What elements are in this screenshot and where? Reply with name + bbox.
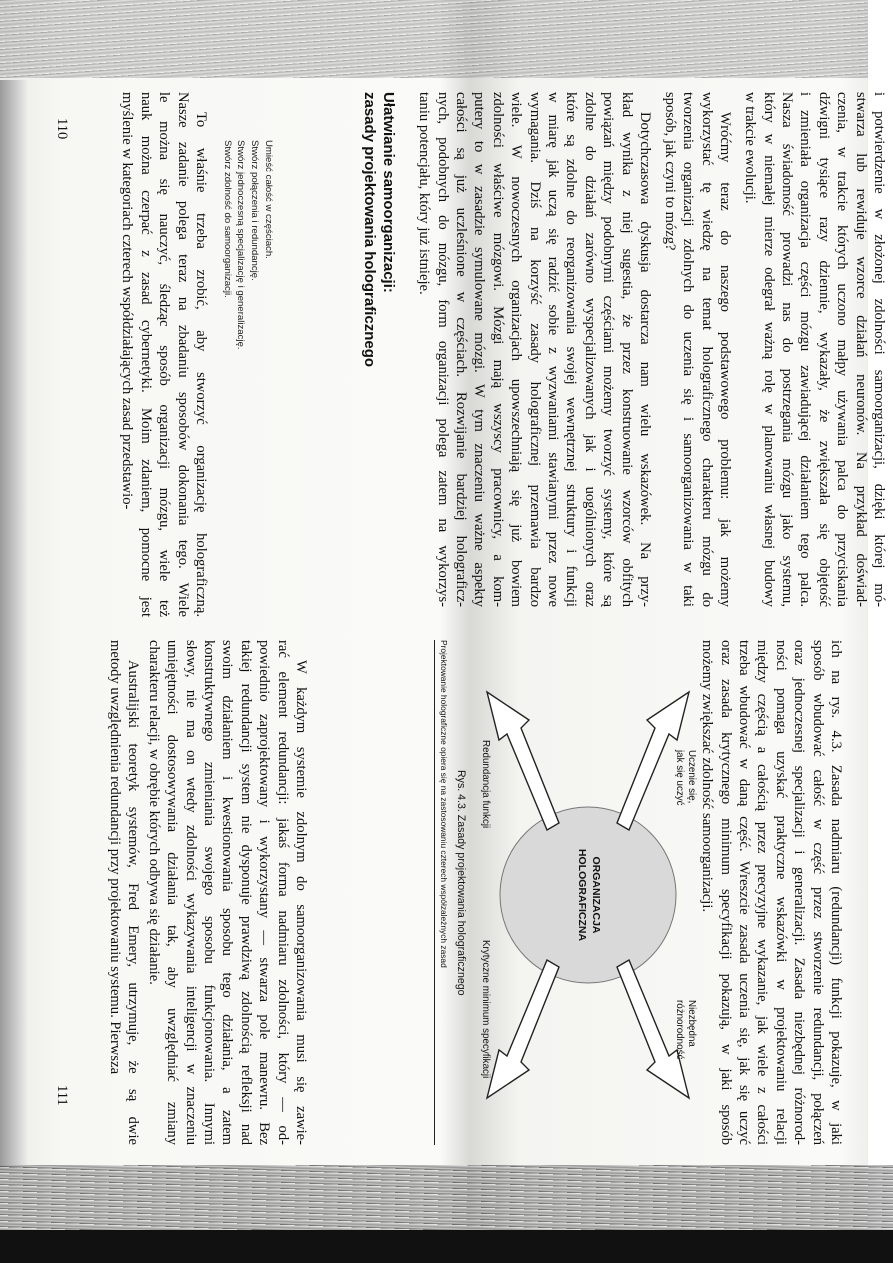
text-line: charakteru relacji, w obrębie których odbywa się działanie.	[145, 640, 162, 985]
text-line: dźwigni tysiące razy dziennie, wykazały, że zwiększała się objętość	[815, 92, 832, 607]
center-circle	[500, 807, 676, 983]
text-line: w miarę jak uczą się radzić sobie z wyzwaniami stawianymi przez nowe	[544, 92, 561, 607]
text-line: To właśnie trzeba zrobić, aby stworzyć organizację holograficzną.	[193, 112, 209, 617]
text-line: wiele. W nowoczesnych organizacjach upowszechniają się już bowiem	[508, 92, 525, 607]
text-line: tworzenia organizacji zdolnych do uczenia się i samoorganizowania w taki	[680, 92, 697, 607]
paragraph-holographic-organization	[118, 92, 210, 617]
label-requisite-variety-2: różnorodność	[674, 1000, 685, 1060]
principle-item: Stwórz jednoczesną specjalizację i generalizację.	[235, 140, 247, 350]
text-line: le można się nauczyć, śledząc sposób organizacji mózgu, wiele też	[156, 92, 173, 617]
figure-rule	[434, 640, 435, 1145]
label-learning-to-learn-1: Uczenie się,	[686, 750, 697, 804]
paragraph-basic-problem	[660, 92, 734, 607]
text-line: putery to w zasadzie symulowane mózgi. W tym znaczeniu ważne aspekty	[471, 92, 488, 607]
paragraph-current-discussion	[415, 92, 654, 607]
principles-list	[220, 140, 275, 350]
text-line: ich na rys. 4.3. Zasada nadmiaru (redundancji) funkcji pokazuje, w jaki	[828, 640, 844, 1145]
text-line: które są zdolne do reorganizowania swojej wewnętrznej struktury i funkcji	[563, 92, 580, 607]
text-line: zdolności właściwe mózgowi. Mózgi mają wszyscy pracownicy, a kom-	[489, 92, 506, 607]
text-line: trzeba wbudować w daną część. Wreszcie zasada uczenia się, jak się uczyć	[735, 640, 752, 1145]
page-110-closing	[100, 92, 210, 617]
center-label-line1: ORGANIZACJA	[590, 856, 602, 934]
text-line: Australijski teoretyk systemów, Fred Emery, utrzymuje, że są dwie	[125, 660, 141, 1145]
text-line: metody uwzględnienia redundancji przy projektowaniu systemu. Pierwsza	[106, 640, 123, 1075]
text-line: W każdym systemie zdolnym do samoorganizowania musi się zawie-	[293, 660, 309, 1145]
page-111-body	[80, 640, 310, 1145]
text-line: możemy zwiększać zdolność samoorganizacji.	[699, 640, 716, 913]
figure-caption: Rys. 4.3. Zasady projektowania holograficznego	[455, 770, 467, 996]
text-line: zdolne do działań zarówno wyspecjalizowanych jak i uogólnionych oraz	[581, 92, 598, 607]
text-line: który w niemałej mierze odegrał ważną rolę w planowaniu własnej budowy	[760, 92, 777, 607]
center-label-line2: HOLOGRAFICZNA	[576, 848, 588, 942]
section-heading	[360, 92, 398, 367]
text-line: słowy, nie ma on wtedy zdolności wykazywania inteligencji w znaczeniu	[182, 640, 199, 1145]
arrow-bottom-right	[487, 960, 559, 1098]
text-line: sposób, jak czyni to mózg?	[661, 92, 678, 251]
text-line: umiejętności dostosowywania działania tak, aby uwzględniać zmiany	[164, 640, 181, 1145]
principle-item: Stwórz połączenia i redundancję.	[249, 140, 261, 281]
text-line: Nasza świadomość prowadzi nas do postrzegania mózgu jako systemu,	[778, 92, 795, 607]
scan-top-edge-shadow	[0, 0, 893, 78]
text-line: Nasze zadanie polega teraz na zbadaniu sposobów dokonania tego. Wiele	[174, 92, 191, 617]
text-line: nauk można czerpać z zasad cybernetyki. Moim zdaniem, pomocne jest	[137, 92, 154, 617]
text-line: Wróćmy teraz do naszego podstawowego problemu: jak możemy	[717, 112, 733, 607]
text-line: stwarza lub rewiduje wzorce działań neuronów. Na przykład doświad-	[852, 92, 869, 607]
text-line: powiązań między podobnymi częściami możemy tworzyć systemy, które są	[600, 92, 617, 607]
text-line: i potwierdzenie w złożonej zdolności samoorganizacji, dzięki której mó-	[871, 92, 887, 607]
paragraph-fred-emery	[105, 640, 142, 1145]
text-line: powiednio zaprojektowany i wykorzystany — stwarza pole manewru. Bez	[256, 640, 273, 1145]
text-line: oraz zasada krytycznego minimum specyfikacji pokazują, w jaki sposób	[717, 640, 734, 1145]
label-requisite-variety-1: Niezbędna	[686, 1000, 697, 1047]
paragraph-redundancy	[144, 640, 310, 1145]
arrow-bottom-left	[487, 692, 559, 830]
text-line: rać element redundancji: jakaś forma nadmiaru zdolności, który — od-	[274, 640, 291, 1145]
text-line: Dotychczasowa dyskusja dostarcza nam wielu wskazówek. Na przy-	[637, 112, 653, 607]
text-line: wymagania. Dziś na korzyść zasady holograficznej przemawia bardzo	[526, 92, 543, 607]
paragraph-figure-intro	[698, 640, 845, 1145]
page-number-110: 110	[54, 118, 70, 140]
text-line: i zmieniała organizacja części mózgu zawiadującej działaniem tego palca.	[797, 92, 814, 607]
section-heading-line1: Ułatwianie samoorganizacji:	[380, 92, 397, 293]
page-number-111: 111	[54, 1085, 70, 1106]
text-line: ności pomaga uzyskać praktyczne wskazówki w projektowaniu relacji	[772, 640, 789, 1145]
text-line: w trakcie ewolucji.	[742, 92, 759, 204]
text-line: między częścią a całością przez precyzyjne wykazanie, jak wiele z całości	[754, 640, 771, 1145]
paragraph-self-organization	[741, 92, 888, 607]
text-line: myślenie w kategoriach czterech współdziałających zasad przedstawio-	[119, 92, 136, 510]
text-line: takiej redundancji system nie dysponuje prawdziwą zdolnością refleksji nad	[237, 640, 254, 1145]
text-line: kład wynika z niej sugestia, że przez konstruowanie wzorców obfitych	[618, 92, 635, 607]
text-line: czenia, w trakcie których uczono małpy używania palca do przyciskania	[834, 92, 851, 607]
scan-bottom-dark-band	[0, 1230, 893, 1263]
text-line: swoim działaniem i kwestionowania sposobu tego działania, a zatem	[219, 640, 236, 1145]
label-redundancy: Redundancja funkcji	[480, 740, 491, 829]
label-learning-to-learn-2: jak się uczyć	[674, 750, 685, 806]
text-line: wykorzystać tę wiedzę na temat holograficznego charakteru mózgu do	[698, 92, 715, 607]
principle-item: Stwórz zdolność do samoorganizacji.	[221, 140, 233, 298]
text-line: oraz jednoczesnej specjalizacji i generalizacji. Zasada niezbędnej różnorod-	[791, 640, 808, 1145]
text-line: taniu potencjału, który już istnieje.	[416, 92, 433, 295]
text-line: sposób wbudować całość w część przez stworzenie redundancji, połączeń	[809, 640, 826, 1145]
text-line: całości są już uczleśnione w częściach. Rozwijanie bardziej holograficz-	[452, 92, 469, 607]
figure-note: Projektowanie holograficzne opiera się na zastosowaniu czterech współzależnych zasad	[439, 640, 449, 968]
text-line: nych, podobnych do mózgu, form organizacji polega zatem na wykorzys-	[434, 92, 451, 607]
principle-item: Umieść całość w częściach.	[263, 140, 274, 259]
section-heading-line2: zasady projektowania holograficznego	[361, 92, 378, 368]
holographic-design-diagram	[480, 680, 695, 1110]
text-line: konstruktywnego zmieniania swojego sposobu funkcjonowania. Innymi	[200, 640, 217, 1145]
label-minimum-specification: Krytyczne minimum specyfikacji	[480, 940, 491, 1079]
